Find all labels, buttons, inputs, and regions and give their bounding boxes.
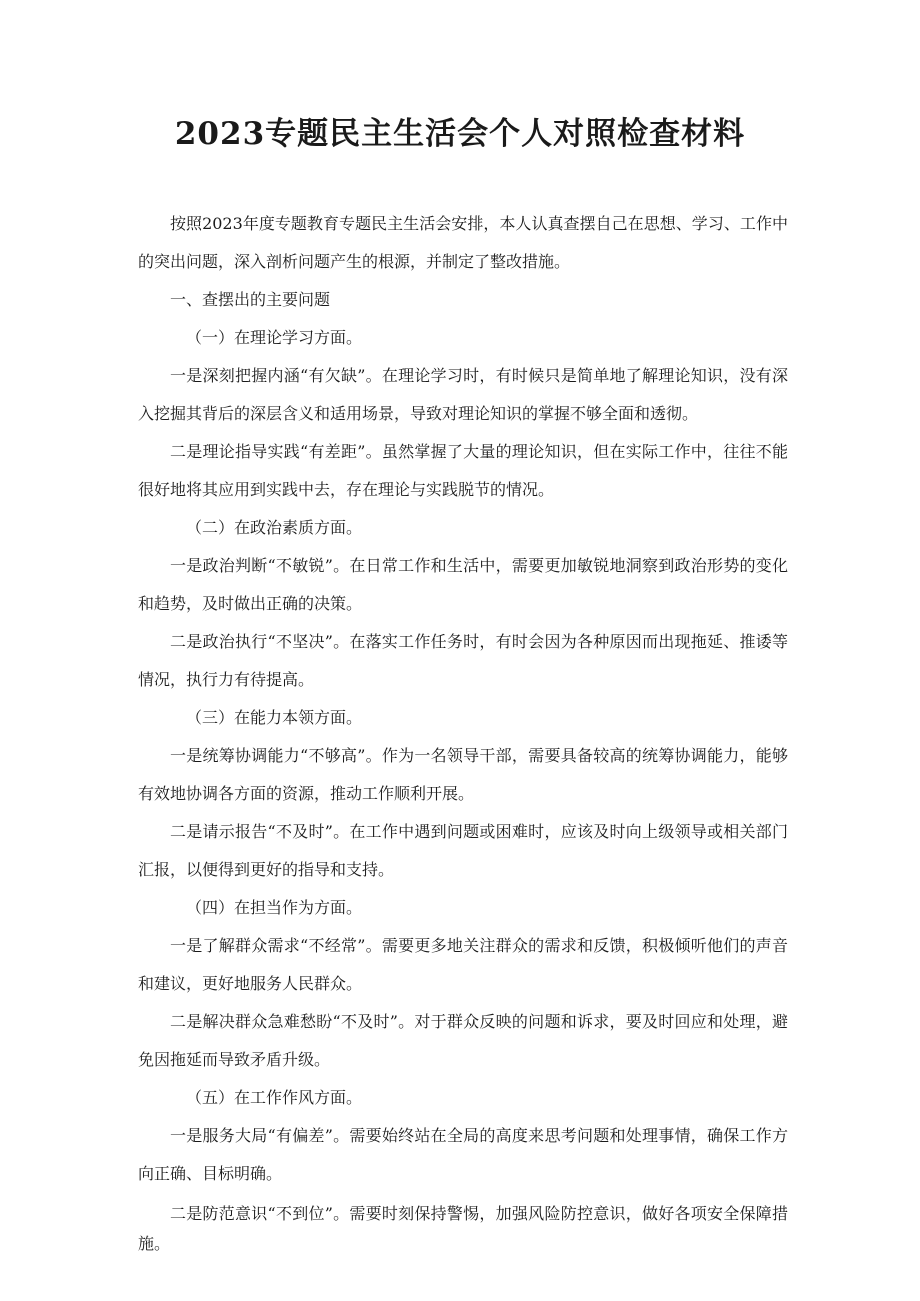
intro-paragraph: 按照2023年度专题教育专题民主生活会安排，本人认真查摆自己在思想、学习、工作中的突出问题，深入剖析问题产生的根源，并制定了整改措施。 [138,214,788,271]
subsection-heading: （三）在能力本领方面。 [186,708,363,727]
body-paragraph: 二是政治执行“不坚决”。在落实工作任务时，有时会因为各种原因而出现拖延、推诿等情况，执行力有待提高。 [138,632,788,689]
subsection-heading: （四）在担当作为方面。 [186,898,363,917]
section-heading: 一、查摆出的主要问题 [170,290,331,309]
body-paragraph: 一是服务大局“有偏差”。需要始终站在全局的高度来思考问题和处理事情，确保工作方向正确、目标明确。 [138,1126,788,1183]
body-paragraph: 一是了解群众需求“不经常”。需要更多地关注群众的需求和反馈，积极倾听他们的声音和建议，更好地服务人民群众。 [138,936,788,993]
body-paragraph: 二是理论指导实践“有差距”。虽然掌握了大量的理论知识，但在实际工作中，往往不能很好地将其应用到实践中去，存在理论与实践脱节的情况。 [138,442,788,499]
document-title: 2023专题民主生活会个人对照检查材料 [174,116,746,152]
subsection-heading: （二）在政治素质方面。 [186,518,363,537]
body-paragraph: 二是防范意识“不到位”。需要时刻保持警惕，加强风险防控意识，做好各项安全保障措施。 [138,1204,788,1253]
body-paragraph: 一是政治判断“不敏锐”。在日常工作和生活中，需要更加敏锐地洞察到政治形势的变化和趋势，及时做出正确的决策。 [138,556,788,613]
document-body [138,205,788,1259]
subsection-heading: （五）在工作作风方面。 [186,1088,363,1107]
body-paragraph: 二是解决群众急难愁盼“不及时”。对于群众反映的问题和诉求，要及时回应和处理，避免因拖延而导致矛盾升级。 [138,1012,788,1069]
body-paragraph: 一是深刻把握内涵“有欠缺”。在理论学习时，有时候只是简单地了解理论知识，没有深入挖掘其背后的深层含义和适用场景，导致对理论知识的掌握不够全面和透彻。 [138,366,788,423]
body-paragraph: 二是请示报告“不及时”。在工作中遇到问题或困难时，应该及时向上级领导或相关部门汇报，以便得到更好的指导和支持。 [138,822,788,879]
body-paragraph: 一是统筹协调能力“不够高”。作为一名领导干部，需要具备较高的统筹协调能力，能够有效地协调各方面的资源，推动工作顺利开展。 [138,746,788,803]
subsection-heading: （一）在理论学习方面。 [186,328,363,347]
